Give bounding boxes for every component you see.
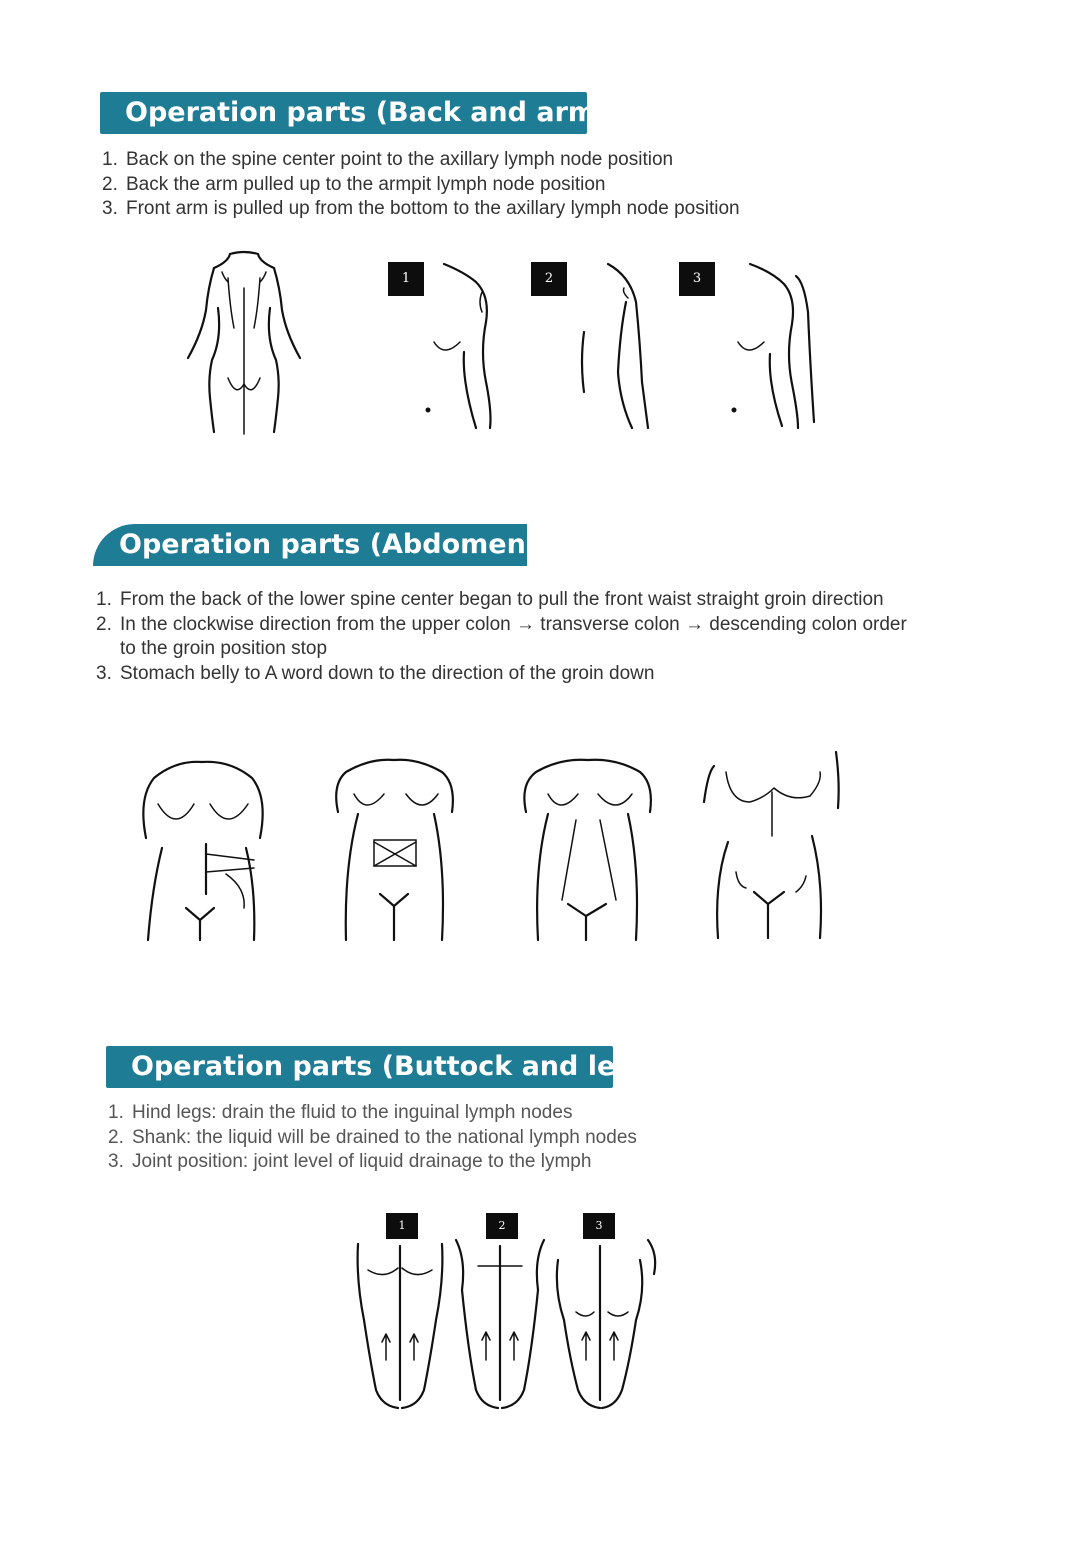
abdomen-body-figure-4 bbox=[700, 752, 845, 942]
section-title-buttock-legs: Operation parts (Buttock and legs) bbox=[106, 1046, 613, 1088]
list-item: 1. From the back of the lower spine center began to pull the front waist straight groin direction bbox=[96, 589, 884, 610]
legs-figure-1 bbox=[354, 1240, 446, 1410]
steps-list-buttock-legs bbox=[108, 1101, 868, 1175]
list-item: 1. Back on the spine center point to the axillary lymph node position bbox=[102, 149, 674, 170]
steps-list-abdomen bbox=[96, 588, 926, 686]
side-arm-figure-3 bbox=[730, 262, 820, 430]
list-item: 2. Back the arm pulled up to the armpit lymph node position bbox=[102, 173, 606, 195]
back-body-figure bbox=[178, 248, 310, 436]
legs-figure-3 bbox=[552, 1240, 660, 1410]
step-badge-2: 2 bbox=[486, 1213, 518, 1239]
list-item: 1. Hind legs: drain the fluid to the inguinal lymph nodes bbox=[108, 1102, 573, 1123]
steps-list-back-arms bbox=[102, 148, 922, 222]
list-item: 2. Shank: the liquid will be drained to the national lymph nodes bbox=[108, 1126, 637, 1148]
section-title-abdomen: Operation parts (Abdomen) bbox=[93, 524, 527, 566]
section-title-back-arms: Operation parts (Back and arms) bbox=[100, 92, 587, 134]
step-badge-2: 2 bbox=[531, 262, 567, 296]
step-badge-1: 1 bbox=[386, 1213, 418, 1239]
abdomen-body-figure-1 bbox=[136, 748, 270, 942]
step-badge-3: 3 bbox=[583, 1213, 615, 1239]
abdomen-body-figure-2 bbox=[330, 748, 460, 942]
step-badge-3: 3 bbox=[679, 262, 715, 296]
list-item: 3. Front arm is pulled up from the bottom to the axillary lymph node position bbox=[102, 198, 740, 219]
legs-figure-2 bbox=[452, 1240, 548, 1410]
side-arm-figure-1 bbox=[420, 262, 520, 430]
side-arm-figure-2 bbox=[570, 262, 660, 430]
list-item: 3. Joint position: joint level of liquid drainage to the lymph bbox=[108, 1151, 592, 1172]
list-item: 2. In the clockwise direction from the upper colon → transverse colon → descending colon order to the groin position stop bbox=[96, 613, 907, 659]
step-badge-1: 1 bbox=[388, 262, 424, 296]
abdomen-body-figure-3 bbox=[520, 748, 656, 942]
list-item: 3. Stomach belly to A word down to the direction of the groin down bbox=[96, 662, 655, 684]
